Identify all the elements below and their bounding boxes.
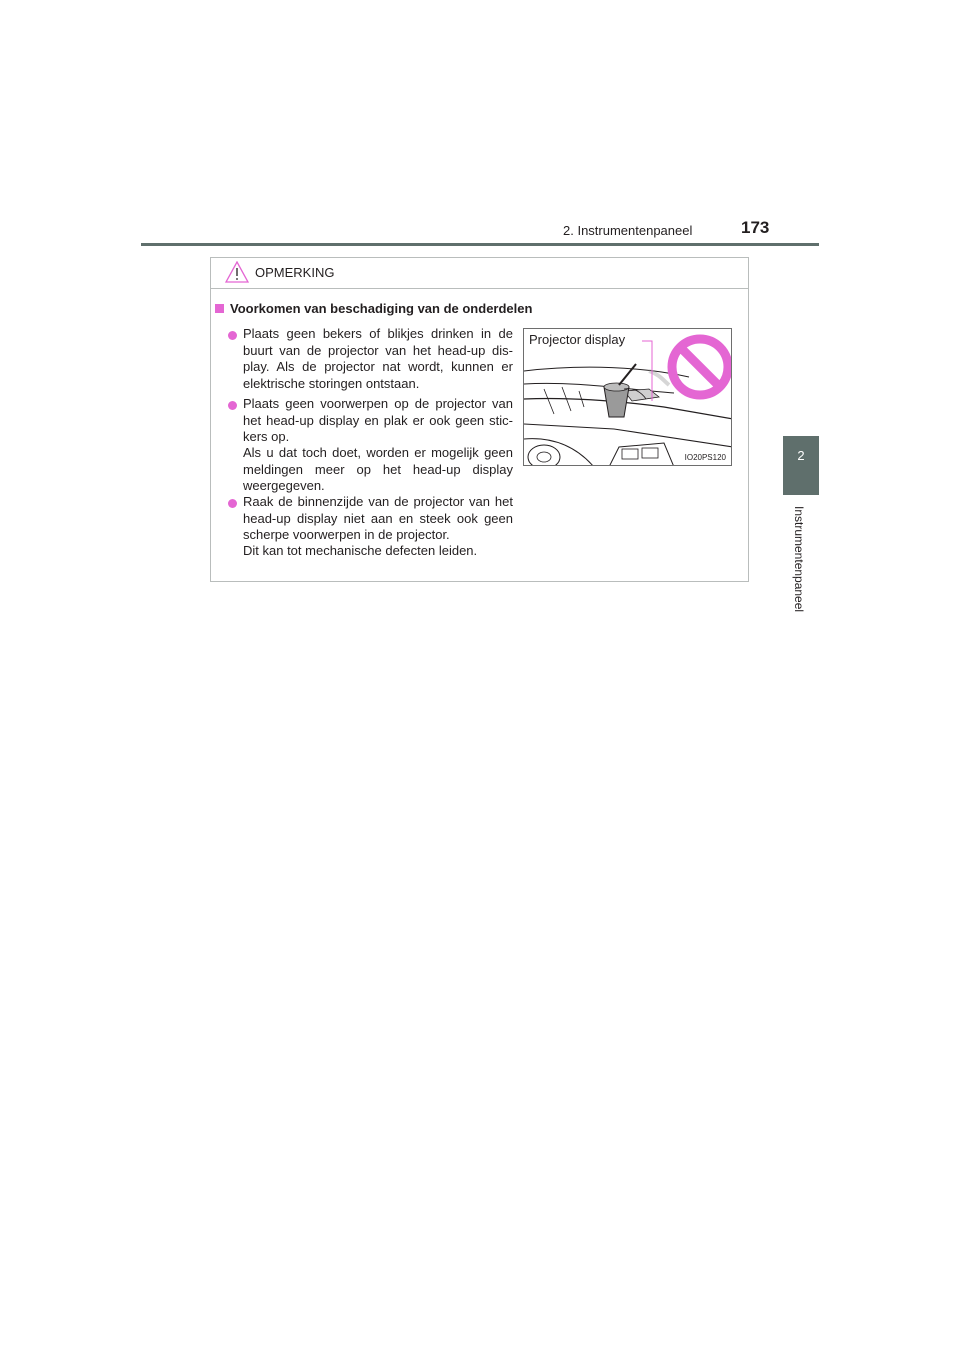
dashboard-illustration — [523, 328, 732, 466]
section-title: Voorkomen van beschadiging van de onderdelen — [230, 301, 533, 316]
bullet-icon — [228, 499, 237, 508]
chapter-tab — [783, 436, 819, 495]
figure-label: Projector display — [529, 332, 626, 347]
bullet-text: Plaats geen voorwerpen op de projector van het head-up display en plak er ook geen stic-kers op. — [243, 396, 513, 444]
warning-triangle-icon — [225, 261, 249, 283]
bullet-text: Plaats geen bekers of blikjes drinken in de buurt van de projector van het head-up dis-play. Als de projector nat wordt, kunnen er elektrische storingen ontstaan. — [243, 326, 513, 391]
section-marker-icon — [215, 304, 224, 313]
page-number: 173 — [741, 218, 770, 237]
figure-code: IO20PS120 — [684, 453, 726, 462]
notice-title: OPMERKING — [255, 265, 335, 280]
chapter-tab-number: 2 — [797, 448, 805, 463]
bullet-text: Als u dat toch doet, worden er mogelijk geen meldingen meer op het head-up display weergegeven. — [243, 445, 513, 493]
chapter-tab-label: Instrumentenpaneel — [792, 506, 806, 613]
bullet-text: Raak de binnenzijde van de projector van het head-up display niet aan en steek ook geen scherpe voorwerpen in de projector. — [243, 494, 513, 542]
header-rule — [141, 243, 819, 246]
bullet-icon — [228, 331, 237, 340]
dashboard-drawing — [524, 329, 732, 466]
notice-box — [210, 257, 749, 582]
bullet-icon — [228, 401, 237, 410]
bullet-text: Dit kan tot mechanische defecten leiden. — [243, 543, 478, 558]
notice-divider — [211, 288, 748, 289]
prohibition-icon — [672, 339, 728, 395]
header-section-title: 2. Instrumentenpaneel — [563, 223, 693, 238]
